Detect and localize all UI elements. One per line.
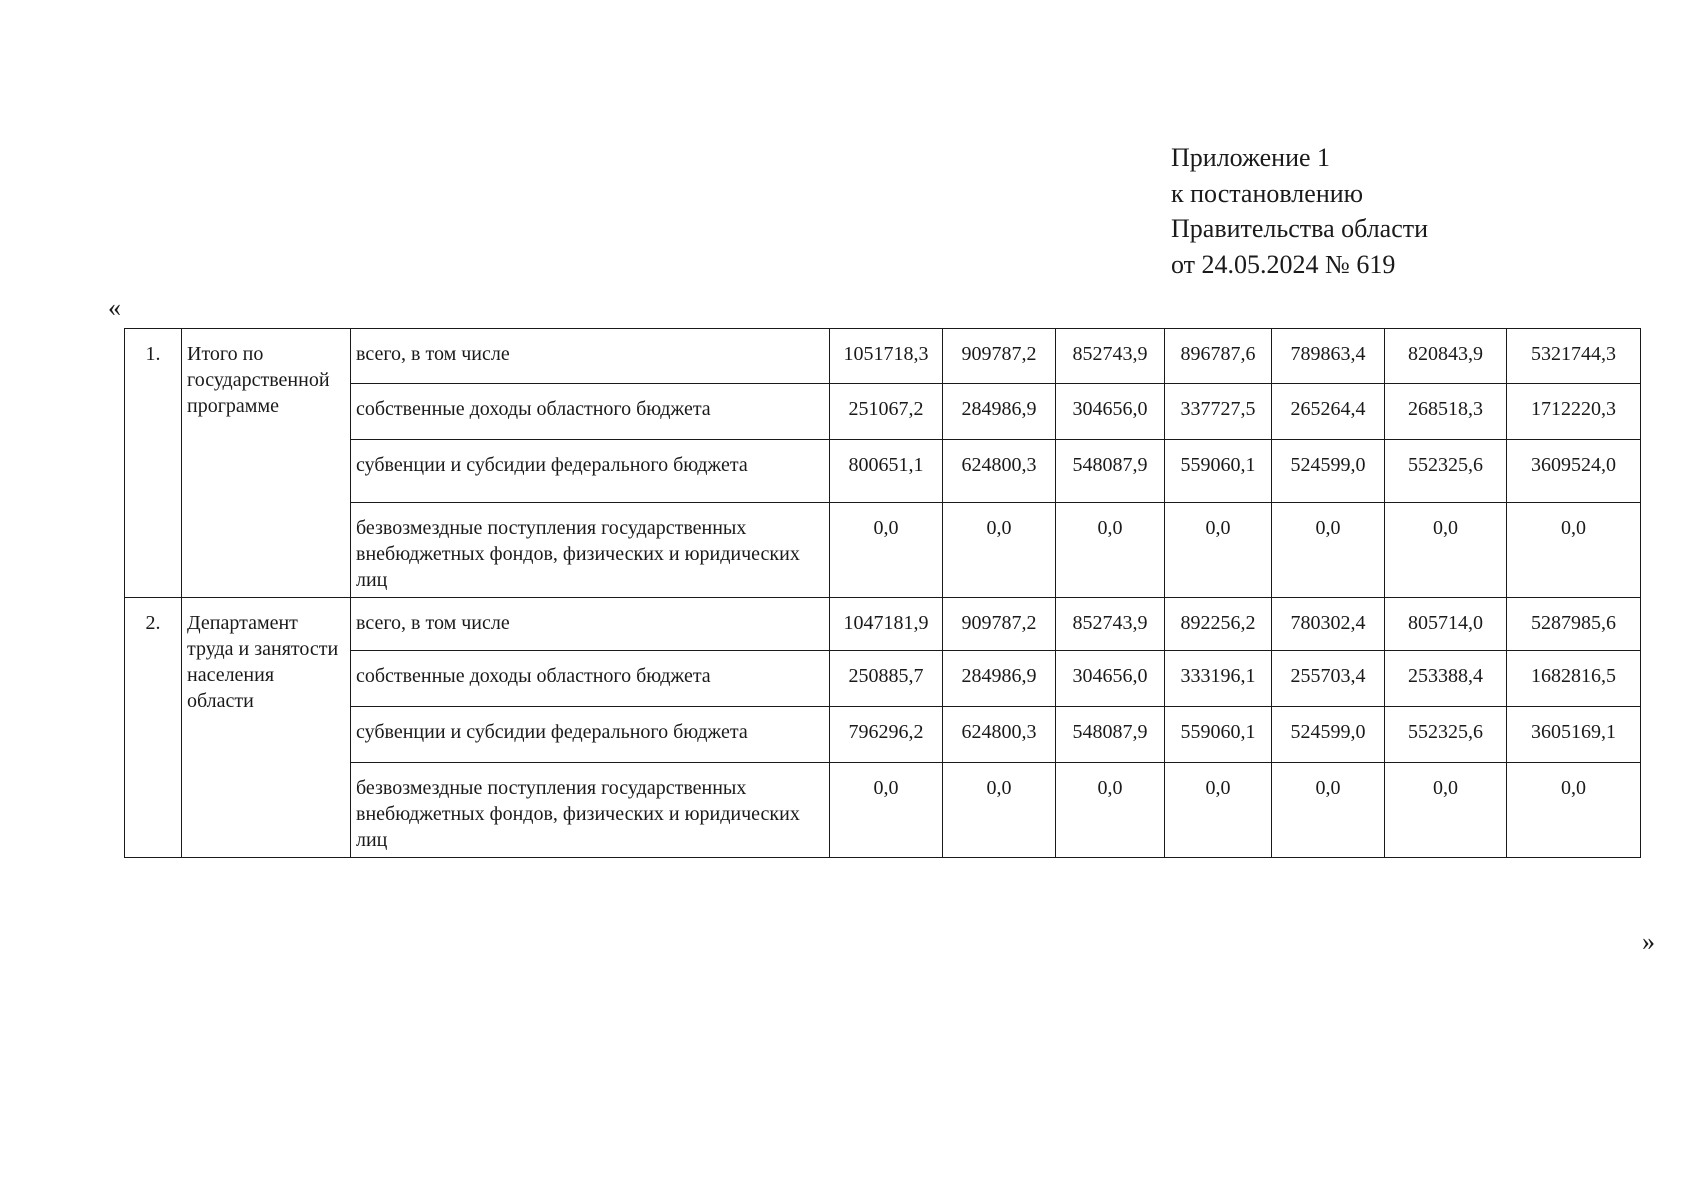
value-cell: 304656,0 bbox=[1056, 384, 1165, 440]
row-label: субвенции и субсидии федерального бюджета bbox=[351, 440, 830, 503]
appendix-date-number: от 24.05.2024 № 619 bbox=[1171, 249, 1396, 279]
value-cell: 333196,1 bbox=[1165, 651, 1272, 707]
value-cell: 624800,3 bbox=[943, 440, 1056, 503]
closing-quote-mark: » bbox=[1642, 927, 1655, 956]
value-cell: 892256,2 bbox=[1165, 598, 1272, 651]
value-cell: 524599,0 bbox=[1272, 707, 1385, 763]
value-cell: 0,0 bbox=[943, 763, 1056, 858]
row-label: собственные доходы областного бюджета bbox=[351, 651, 830, 707]
value-cell: 800651,1 bbox=[830, 440, 943, 503]
appendix-title: Приложение 1 bbox=[1171, 143, 1331, 172]
value-cell: 0,0 bbox=[1272, 503, 1385, 598]
value-cell: 548087,9 bbox=[1056, 440, 1165, 503]
value-cell: 284986,9 bbox=[943, 384, 1056, 440]
value-cell: 524599,0 bbox=[1272, 440, 1385, 503]
value-cell: 250885,7 bbox=[830, 651, 943, 707]
appendix-header bbox=[1171, 140, 1428, 282]
value-cell: 909787,2 bbox=[943, 598, 1056, 651]
section-number: 2. bbox=[125, 598, 182, 858]
value-cell: 896787,6 bbox=[1165, 329, 1272, 384]
total-value-cell: 0,0 bbox=[1507, 503, 1641, 598]
total-value-cell: 5321744,3 bbox=[1507, 329, 1641, 384]
value-cell: 624800,3 bbox=[943, 707, 1056, 763]
section-name: Департамент труда и занятости населения области bbox=[182, 598, 351, 858]
value-cell: 0,0 bbox=[1056, 503, 1165, 598]
value-cell: 1051718,3 bbox=[830, 329, 943, 384]
total-value-cell: 1682816,5 bbox=[1507, 651, 1641, 707]
budget-table bbox=[124, 328, 1641, 858]
table-row bbox=[125, 503, 1641, 598]
value-cell: 559060,1 bbox=[1165, 440, 1272, 503]
value-cell: 548087,9 bbox=[1056, 707, 1165, 763]
value-cell: 0,0 bbox=[1056, 763, 1165, 858]
opening-quote-mark: « bbox=[108, 293, 121, 322]
value-cell: 852743,9 bbox=[1056, 598, 1165, 651]
value-cell: 552325,6 bbox=[1385, 440, 1507, 503]
value-cell: 255703,4 bbox=[1272, 651, 1385, 707]
row-label: всего, в том числе bbox=[351, 598, 830, 651]
appendix-government: Правительства области bbox=[1171, 214, 1429, 243]
table-row bbox=[125, 707, 1641, 763]
table-row bbox=[125, 651, 1641, 707]
value-cell: 780302,4 bbox=[1272, 598, 1385, 651]
value-cell: 0,0 bbox=[1385, 763, 1507, 858]
value-cell: 796296,2 bbox=[830, 707, 943, 763]
value-cell: 304656,0 bbox=[1056, 651, 1165, 707]
value-cell: 251067,2 bbox=[830, 384, 943, 440]
table-row bbox=[125, 763, 1641, 858]
value-cell: 0,0 bbox=[1165, 503, 1272, 598]
value-cell: 253388,4 bbox=[1385, 651, 1507, 707]
table-row bbox=[125, 440, 1641, 503]
value-cell: 268518,3 bbox=[1385, 384, 1507, 440]
value-cell: 0,0 bbox=[1165, 763, 1272, 858]
value-cell: 1047181,9 bbox=[830, 598, 943, 651]
value-cell: 852743,9 bbox=[1056, 329, 1165, 384]
appendix-resolution: к постановлению bbox=[1171, 178, 1364, 208]
value-cell: 0,0 bbox=[943, 503, 1056, 598]
row-label: всего, в том числе bbox=[351, 329, 830, 384]
table-row bbox=[125, 598, 1641, 651]
value-cell: 552325,6 bbox=[1385, 707, 1507, 763]
table-row bbox=[125, 384, 1641, 440]
row-label: безвозмездные поступления государственных внебюджетных фондов, физических и юридических лиц bbox=[351, 763, 830, 858]
total-value-cell: 1712220,3 bbox=[1507, 384, 1641, 440]
value-cell: 337727,5 bbox=[1165, 384, 1272, 440]
section-number: 1. bbox=[125, 329, 182, 598]
value-cell: 0,0 bbox=[830, 503, 943, 598]
row-label: собственные доходы областного бюджета bbox=[351, 384, 830, 440]
section-name: Итого по государственной программе bbox=[182, 329, 351, 598]
value-cell: 284986,9 bbox=[943, 651, 1056, 707]
value-cell: 805714,0 bbox=[1385, 598, 1507, 651]
value-cell: 0,0 bbox=[1272, 763, 1385, 858]
value-cell: 789863,4 bbox=[1272, 329, 1385, 384]
value-cell: 0,0 bbox=[830, 763, 943, 858]
row-label: безвозмездные поступления государственных внебюджетных фондов, физических и юридических лиц bbox=[351, 503, 830, 598]
value-cell: 909787,2 bbox=[943, 329, 1056, 384]
total-value-cell: 5287985,6 bbox=[1507, 598, 1641, 651]
total-value-cell: 0,0 bbox=[1507, 763, 1641, 858]
row-label: субвенции и субсидии федерального бюджета bbox=[351, 707, 830, 763]
value-cell: 820843,9 bbox=[1385, 329, 1507, 384]
value-cell: 265264,4 bbox=[1272, 384, 1385, 440]
value-cell: 0,0 bbox=[1385, 503, 1507, 598]
total-value-cell: 3605169,1 bbox=[1507, 707, 1641, 763]
table-row bbox=[125, 329, 1641, 384]
value-cell: 559060,1 bbox=[1165, 707, 1272, 763]
total-value-cell: 3609524,0 bbox=[1507, 440, 1641, 503]
